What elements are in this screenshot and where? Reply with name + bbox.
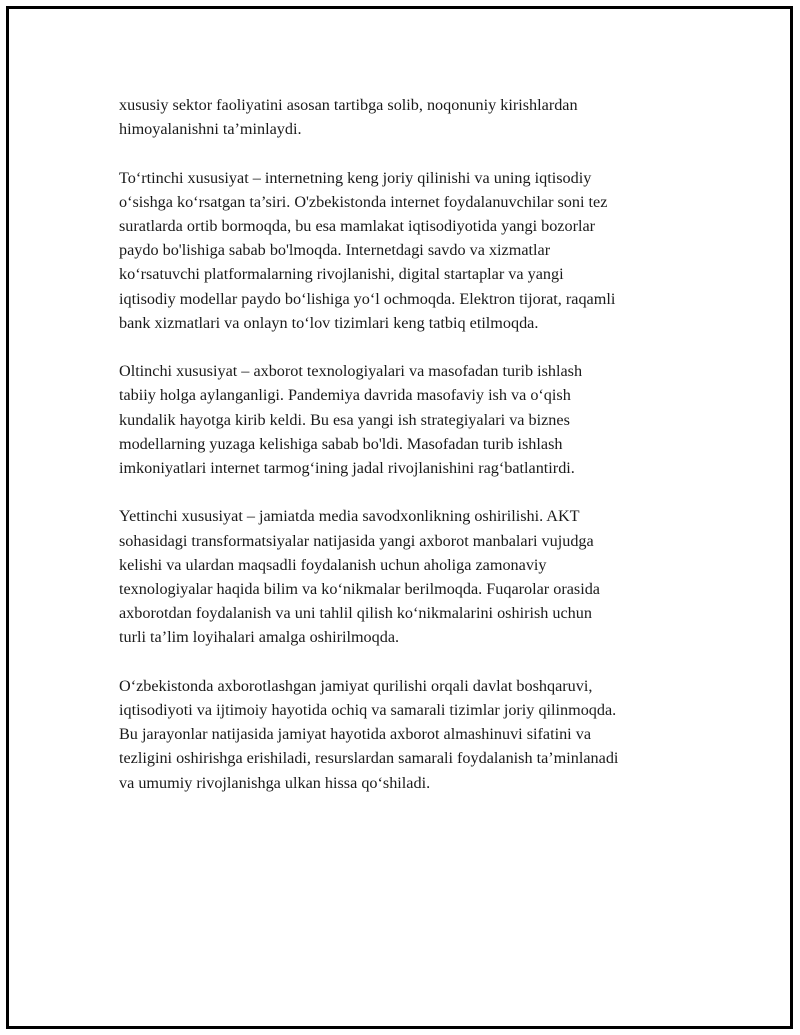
text-line: modellarning yuzaga kelishiga sabab bo'ldi. Masofadan turib ishlash	[119, 434, 563, 453]
paragraph-intro-continuation	[119, 93, 699, 141]
text-line: xususiy sektor faoliyatini asosan tartibga solib, noqonuniy kirishlardan	[119, 96, 578, 114]
document-body	[119, 93, 699, 795]
text-line: paydo bo'lishiga sabab bo'lmoqda. Internetdagi savdo va xizmatlar	[119, 241, 551, 260]
text-line: bank xizmatlari va onlayn to‘lov tizimlari keng tatbiq etilmoqda.	[119, 313, 539, 332]
text-line: imkoniyatlari internet tarmog‘ining jadal rivojlanishini rag‘batlantirdi.	[119, 459, 575, 478]
text-line: suratlarda ortib bormoqda, bu esa mamlakat iqtisodiyotida yangi bozorlar	[119, 217, 596, 235]
text-line: kundalik hayotga kirib keldi. Bu esa yangi ish strategiyalari va biznes	[119, 410, 570, 429]
text-line: To‘rtinchi xususiyat – internetning keng joriy qilinishi va uning iqtisodiy	[119, 168, 592, 187]
text-line: himoyalanishni ta’minlaydi.	[119, 120, 302, 139]
text-line: Oltinchi xususiyat – axborot texnologiyalari va masofadan turib ishlash	[119, 362, 583, 381]
paragraph-conclusion	[119, 674, 699, 795]
text-line: texnologiyalar haqida bilim va ko‘nikmalar berilmoqda. Fuqarolar orasida	[119, 580, 600, 599]
text-line: kelishi va ulardan maqsadli foydalanish uchun aholiga zamonaviy	[119, 555, 547, 574]
text-line: sohasidagi transformatsiyalar natijasida yangi axborot manbalari vujudga	[119, 531, 594, 550]
text-line: Yettinchi xususiyat – jamiatda media savodxonlikning oshirilishi. AKT	[119, 507, 580, 526]
text-line: O‘zbekistonda axborotlashgan jamiyat qurilishi orqali davlat boshqaruvi,	[119, 676, 593, 695]
paragraph-sixth-feature	[119, 359, 699, 480]
text-line: tabiiy holga aylanganligi. Pandemiya davrida masofaviy ish va o‘qish	[119, 386, 571, 405]
text-line: tezligini oshirishga erishiladi, resurslardan samarali foydalanish ta’minlanadi	[119, 749, 619, 768]
text-line: axborotdan foydalanish va uni tahlil qilish ko‘nikmalarini oshirish uchun	[119, 604, 592, 623]
text-line: ko‘rsatuvchi platformalarning rivojlanishi, digital startaplar va yangi	[119, 265, 564, 284]
text-line: va umumiy rivojlanishga ulkan hissa qo‘shiladi.	[119, 773, 431, 792]
text-line: iqtisodiy modellar paydo bo‘lishiga yo‘l ochmoqda. Elektron tijorat, raqamli	[119, 289, 616, 308]
paragraph-fourth-feature	[119, 166, 699, 335]
text-line: turli ta’lim loyihalari amalga oshirilmoqda.	[119, 628, 400, 647]
text-line: Bu jarayonlar natijasida jamiyat hayotida axborot almashinuvi sifatini va	[119, 725, 592, 744]
text-line: o‘sishga ko‘rsatgan ta’siri. O'zbekistonda internet foydalanuvchilar soni tez	[119, 192, 608, 211]
text-line: iqtisodiyoti va ijtimoiy hayotida ochiq va samarali tizimlar joriy qilinmoqda.	[119, 701, 617, 720]
paragraph-seventh-feature	[119, 504, 699, 649]
